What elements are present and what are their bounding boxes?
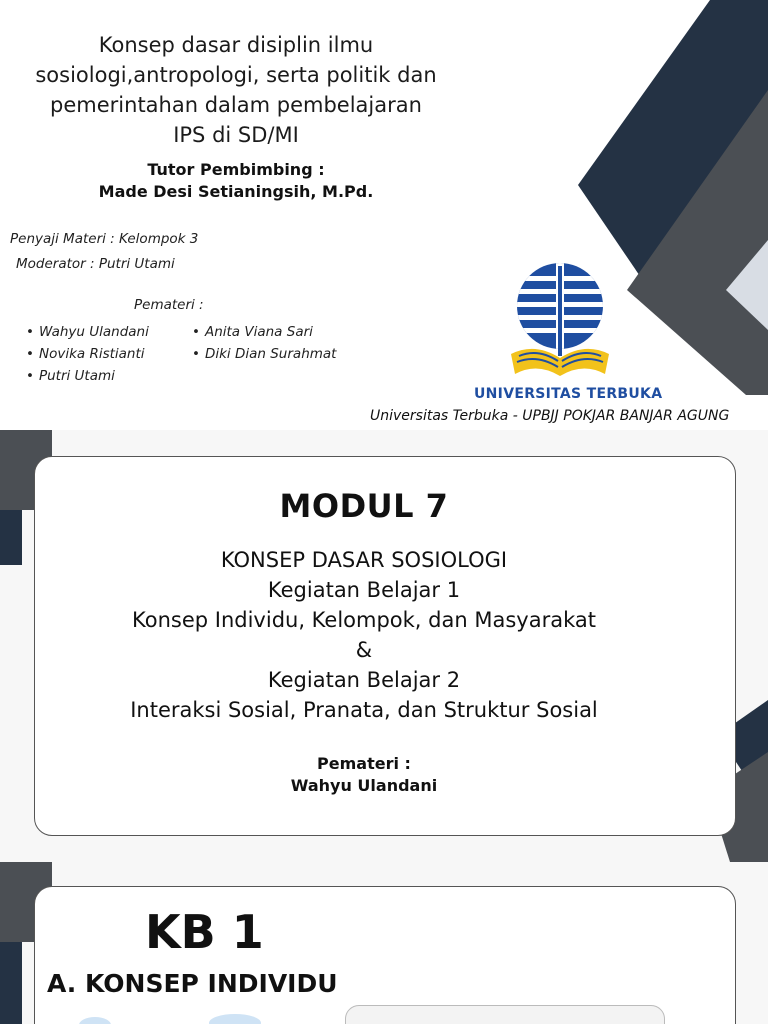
modul-title: MODUL 7 [279, 487, 449, 525]
pemateri-item: • Anita Viana Sari [192, 324, 313, 340]
pemateri-item: • Diki Dian Surahmat [192, 346, 336, 362]
modul-line: KONSEP DASAR SOSIOLOGI [220, 548, 508, 572]
slide-kb1 [0, 862, 768, 1024]
decor-navy-block [0, 942, 22, 1024]
pemateri-item: • Novika Ristianti [26, 346, 145, 362]
tutor-block [20, 159, 452, 203]
cover-footer: Universitas Terbuka - UPBJJ POKJAR BANJAR AGUNG [370, 408, 730, 424]
pemateri-item: • Putri Utami [26, 368, 115, 384]
modul-line: Kegiatan Belajar 2 [267, 668, 461, 692]
modul-line: Interaksi Sosial, Pranata, dan Struktur Sosial [130, 698, 598, 722]
tutor-label: Tutor Pembimbing : [147, 160, 325, 179]
cover-title [20, 30, 452, 150]
modul-line: Konsep Individu, Kelompok, dan Masyarakat [132, 608, 596, 632]
decor-navy-block [0, 510, 22, 565]
cover-title-line: sosiologi,antropologi, serta politik dan [35, 63, 437, 87]
modul-line: & [355, 638, 373, 662]
cover-title-line: Konsep dasar disiplin ilmu [98, 33, 374, 57]
modul-line: Kegiatan Belajar 1 [267, 578, 461, 602]
slide-cover [0, 0, 768, 430]
modul-card [34, 456, 736, 836]
slide-modul [0, 430, 768, 862]
kb-title: KB 1 [145, 905, 264, 959]
universitas-terbuka-logo-text: UNIVERSITAS TERBUKA [474, 386, 663, 402]
tutor-name: Made Desi Setianingsih, M.Pd. [98, 182, 374, 201]
kb1-card [34, 886, 736, 1024]
modul-pemateri-label: Pemateri : [317, 754, 411, 773]
pemateri-item: • Wahyu Ulandani [26, 324, 149, 340]
modul-pemateri-name: Wahyu Ulandani [290, 776, 438, 795]
universitas-terbuka-logo-icon [505, 262, 615, 384]
content-box [345, 1005, 665, 1024]
penyaji-text: Penyaji Materi : Kelompok 3 [10, 231, 199, 247]
cover-title-line: IPS di SD/MI [173, 123, 299, 147]
cloud-decoration-icon [75, 1011, 265, 1024]
modul-body [35, 545, 693, 725]
moderator-text: Moderator : Putri Utami [16, 256, 175, 272]
modul-pemateri [35, 753, 693, 797]
kb-heading: A. KONSEP INDIVIDU [47, 969, 338, 998]
pemateri-label: Pemateri : [134, 297, 204, 313]
cover-title-line: pemerintahan dalam pembelajaran [50, 93, 422, 117]
